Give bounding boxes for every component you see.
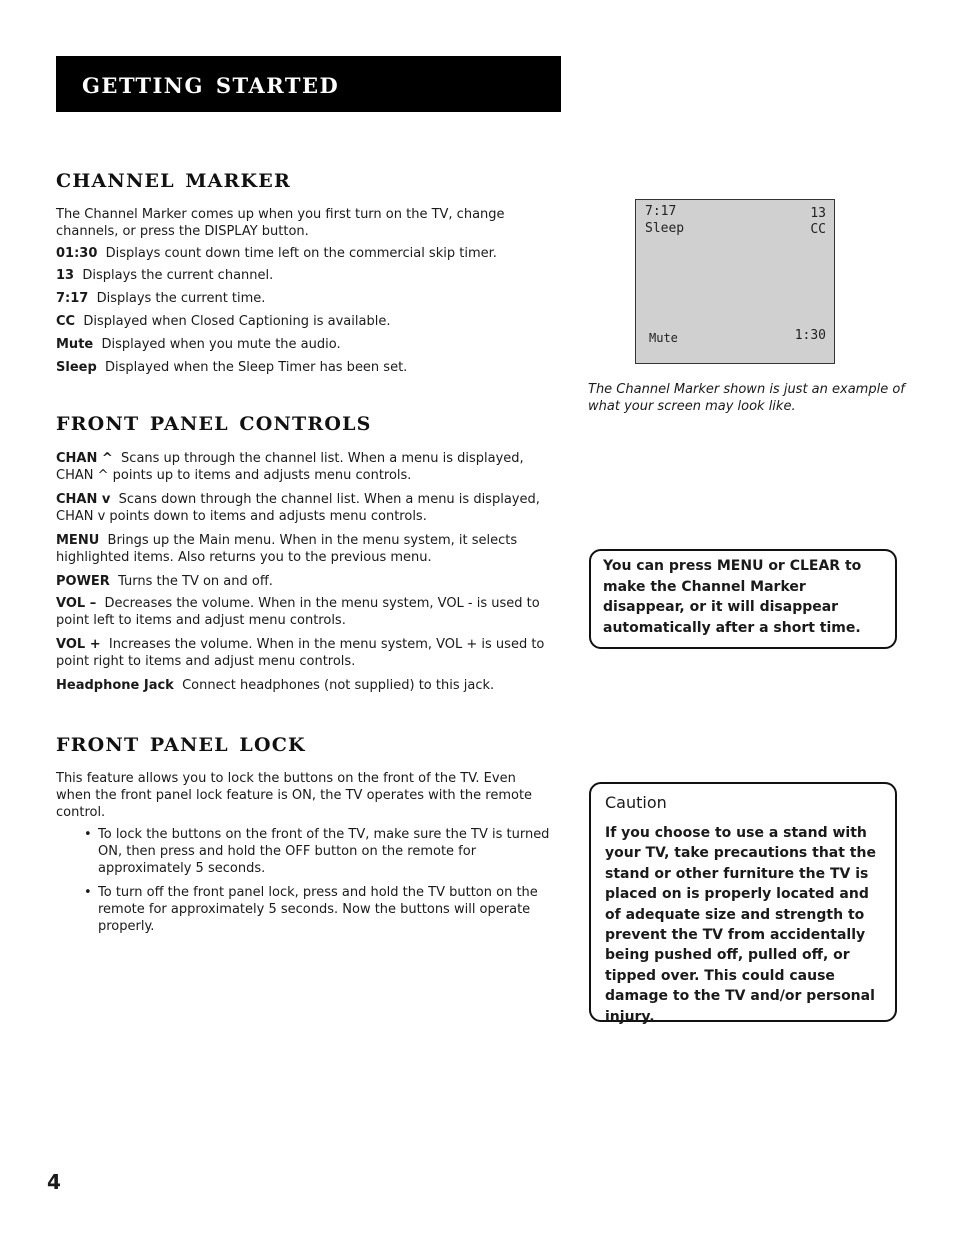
bullet-text: To turn off the front panel lock, press and hold the TV button on the remote for approximately 5 seconds. Now the buttons will operate properly. bbox=[98, 885, 538, 934]
page-header-bar bbox=[56, 56, 561, 112]
channel-marker-item bbox=[56, 245, 556, 262]
item-term: Sleep bbox=[56, 360, 97, 375]
control-item bbox=[56, 677, 546, 694]
menu-clear-note: You can press MENU or CLEAR to make the Channel Marker disappear, or it will disappear automatically after a short time. bbox=[589, 549, 897, 649]
control-item bbox=[56, 636, 546, 670]
item-text: Increases the volume. When in the menu system, VOL + is used to point right to items and adjust menu controls. bbox=[56, 637, 545, 669]
item-text: Turns the TV on and off. bbox=[118, 574, 273, 589]
caution-text: If you choose to use a stand with your TV, take precautions that the stand or other furniture the TV is placed on is properly located and of adequate size and strength to prevent the TV from accidentally being pushed off, pulled off, or tipped over. This could cause damage to the TV and/or personal injury. bbox=[605, 825, 876, 1025]
screen-time: 7:17 bbox=[645, 204, 677, 219]
caution-box bbox=[589, 782, 897, 1025]
channel-marker-screen bbox=[635, 199, 835, 364]
screen-timer: 1:30 bbox=[794, 328, 826, 343]
item-term: CC bbox=[56, 314, 76, 329]
item-text: Brings up the Main menu. When in the menu system, it selects highlighted items. Also returns you to the previous menu. bbox=[56, 533, 518, 565]
channel-marker-item bbox=[56, 290, 556, 307]
item-term: MENU bbox=[56, 533, 100, 548]
channel-marker-body bbox=[56, 206, 556, 376]
channel-marker-item bbox=[56, 313, 556, 330]
item-text: Displays count down time left on the commercial skip timer. bbox=[105, 246, 497, 261]
front-panel-lock-heading: front panel lock bbox=[56, 727, 306, 758]
item-term: Mute bbox=[56, 337, 94, 352]
control-item bbox=[56, 450, 546, 484]
screen-channel: 13 bbox=[810, 206, 826, 221]
bullet-icon: • bbox=[84, 827, 92, 842]
item-text: Displayed when Closed Captioning is available. bbox=[83, 314, 391, 329]
item-term: POWER bbox=[56, 574, 110, 589]
screen-mute: Mute bbox=[649, 331, 678, 345]
screen-sleep: Sleep bbox=[645, 221, 685, 236]
item-text: Scans up through the channel list. When a menu is displayed, CHAN ^ points up to items and adjusts menu controls. bbox=[56, 451, 524, 483]
page-header-title: getting started bbox=[82, 66, 340, 101]
screen-cc: CC bbox=[810, 222, 826, 237]
item-text: Displayed when the Sleep Timer has been set. bbox=[105, 360, 408, 375]
item-text: Decreases the volume. When in the menu system, VOL - is used to point left to items and adjust menu controls. bbox=[56, 596, 540, 628]
item-term: CHAN ^ bbox=[56, 451, 113, 466]
item-term: VOL + bbox=[56, 637, 101, 652]
control-item bbox=[56, 532, 546, 566]
channel-marker-item bbox=[56, 336, 556, 353]
control-item bbox=[56, 573, 546, 590]
item-text: Scans down through the channel list. When a menu is displayed, CHAN v points down to items and adjusts menu controls. bbox=[56, 492, 540, 524]
item-term: CHAN v bbox=[56, 492, 111, 507]
item-term: VOL – bbox=[56, 596, 97, 611]
front-panel-lock-intro: This feature allows you to lock the buttons on the front of the TV. Even when the front panel lock feature is ON, the TV operates with the remote control. bbox=[56, 771, 533, 820]
channel-marker-item bbox=[56, 267, 556, 284]
item-text: Displays the current time. bbox=[96, 291, 266, 306]
list-item bbox=[84, 884, 556, 935]
front-panel-controls-heading: front panel controls bbox=[56, 406, 372, 437]
item-term: 13 bbox=[56, 268, 75, 283]
item-text: Displays the current channel. bbox=[82, 268, 274, 283]
screen-caption: The Channel Marker shown is just an example of what your screen may look like. bbox=[588, 382, 905, 414]
control-item bbox=[56, 595, 546, 629]
front-panel-lock-steps bbox=[56, 826, 556, 935]
channel-marker-item bbox=[56, 359, 556, 376]
list-item bbox=[84, 826, 556, 877]
bullet-text: To lock the buttons on the front of the TV, make sure the TV is turned ON, then press and hold the OFF button on the remote for approximately 5 seconds. bbox=[98, 827, 550, 876]
caution-title: Caution bbox=[605, 793, 667, 812]
page-number: 4 bbox=[47, 1170, 61, 1194]
channel-marker-intro: The Channel Marker comes up when you first turn on the TV, change channels, or press the DISPLAY button. bbox=[56, 207, 505, 239]
item-text: Displayed when you mute the audio. bbox=[101, 337, 341, 352]
front-panel-lock-body bbox=[56, 770, 556, 935]
item-term: 01:30 bbox=[56, 246, 98, 261]
bullet-icon: • bbox=[84, 885, 92, 900]
channel-marker-heading: channel marker bbox=[56, 163, 291, 194]
front-panel-controls-body bbox=[56, 450, 546, 694]
item-term: Headphone Jack bbox=[56, 678, 174, 693]
item-text: Connect headphones (not supplied) to this jack. bbox=[182, 678, 495, 693]
control-item bbox=[56, 491, 546, 525]
item-term: 7:17 bbox=[56, 291, 89, 306]
